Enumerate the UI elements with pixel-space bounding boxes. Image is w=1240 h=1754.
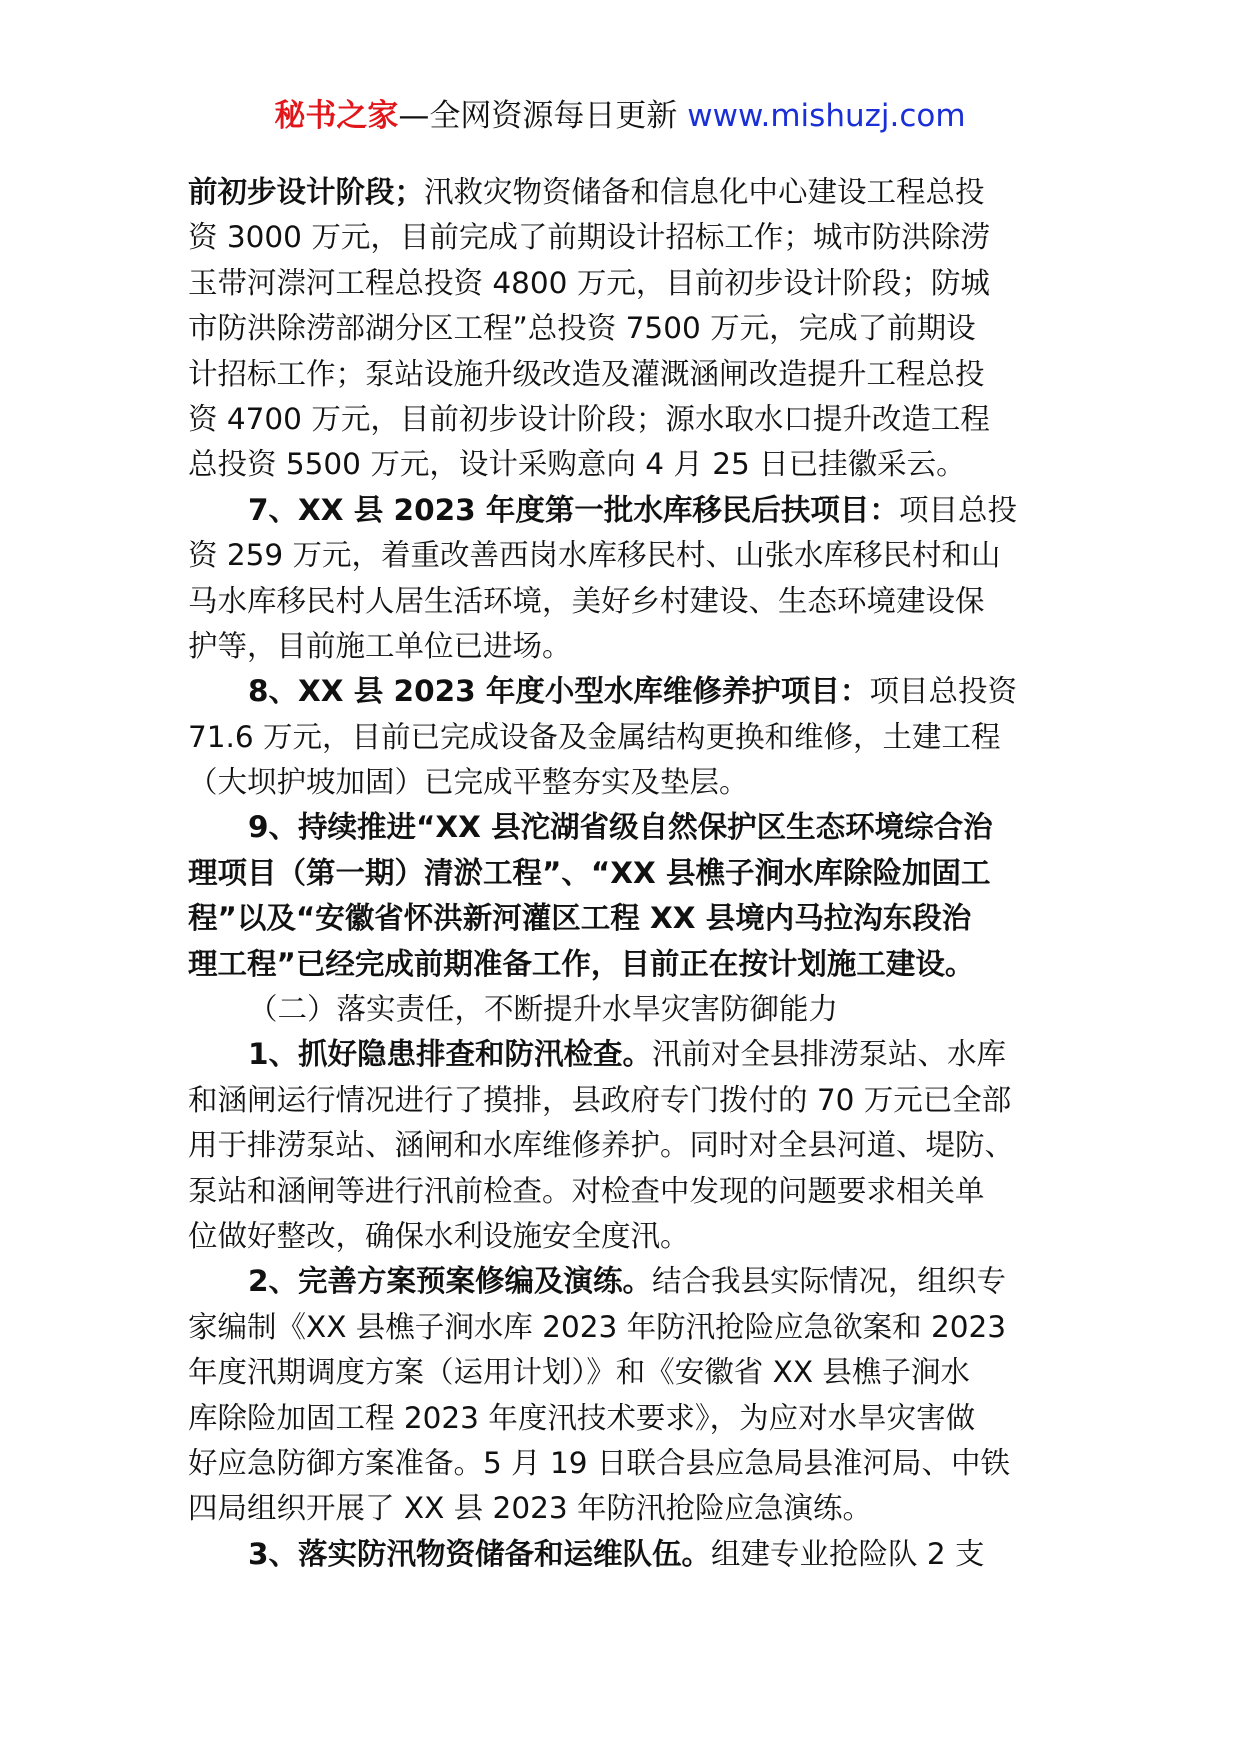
body-text: 库除险加固工程 2023 年度汛技术要求》，为应对水旱灾害做	[188, 1400, 976, 1435]
text-line	[188, 1078, 1068, 1123]
text-line	[188, 1259, 1068, 1304]
text-line	[188, 624, 1068, 669]
text-line	[188, 1486, 1068, 1531]
body-text: 位做好整改，确保水利设施安全度汛。	[188, 1218, 690, 1253]
bold-heading-text: 7、XX 县 2023 年度第一批水库移民后扶项目：	[248, 492, 899, 527]
text-line	[188, 715, 1068, 760]
bold-heading-text: 理工程”已经完成前期准备工作，目前正在按计划施工建设。	[188, 946, 975, 981]
text-line	[188, 1214, 1068, 1259]
body-text: 资 4700 万元，目前初步设计阶段；源水取水口提升改造工程	[188, 401, 990, 436]
body-text: 泵站和涵闸等进行汛前检查。对检查中发现的问题要求相关单	[188, 1173, 985, 1208]
body-text: 市防洪除涝部湖分区工程”总投资 7500 万元，完成了前期设	[188, 311, 976, 346]
text-line	[188, 579, 1068, 624]
body-text: 组建专业抢险队 2 支	[711, 1536, 985, 1571]
body-text: 家编制《XX 县樵子涧水库 2023 年防汛抢险应急欲案和 2023	[188, 1309, 1007, 1344]
body-text: 年度汛期调度方案（运用计划）》和《安徽省 XX 县樵子涧水	[188, 1355, 970, 1390]
text-line	[188, 488, 1068, 533]
body-text: （二）落实责任，不断提升水旱灾害防御能力	[248, 992, 839, 1027]
header-tagline: —全网资源每日更新	[398, 98, 688, 134]
bold-heading-text: 3、落实防汛物资储备和运维队伍。	[248, 1536, 712, 1571]
body-text: 结合我县实际情况，组织专	[652, 1264, 1007, 1299]
body-text: 好应急防御方案准备。5 月 19 日联合县应急局县淮河局、中铁	[188, 1445, 1010, 1480]
bold-heading-text: 理项目（第一期）清淤工程”、“XX 县樵子涧水库除险加固工	[188, 855, 991, 890]
body-text: 汛救灾物资储备和信息化中心建设工程总投	[424, 175, 985, 209]
body-text: 四局组织开展了 XX 县 2023 年防汛抢险应急演练。	[188, 1491, 873, 1526]
brand-name: 秘书之家	[274, 98, 399, 134]
text-line	[188, 1123, 1068, 1168]
text-line	[188, 1032, 1068, 1077]
body-text: 玉带河漴河工程总投资 4800 万元，目前初步设计阶段；防城	[188, 265, 990, 300]
text-line	[188, 352, 1068, 397]
text-line	[188, 533, 1068, 578]
body-text: 汛前对全县排涝泵站、水库	[652, 1037, 1007, 1072]
text-line	[188, 805, 1068, 850]
text-line	[188, 306, 1068, 351]
text-line	[188, 896, 1068, 941]
body-text: 资 259 万元，着重改善西岗水库移民村、山张水库移民村和山	[188, 538, 1001, 573]
text-line	[188, 760, 1068, 805]
body-text: 项目总投资	[869, 674, 1017, 709]
document-body	[188, 170, 1068, 1577]
bold-heading-text: 2、完善方案预案修编及演练。	[248, 1264, 653, 1299]
text-line	[188, 942, 1068, 987]
text-line	[188, 1396, 1068, 1441]
body-text: 和涵闸运行情况进行了摸排，县政府专门拨付的 70 万元已全部	[188, 1082, 1012, 1117]
text-line	[188, 1532, 1068, 1577]
text-line	[188, 215, 1068, 260]
bold-heading-text: 程”以及“安徽省怀洪新河灌区工程 XX 县境内马拉沟东段治	[188, 901, 972, 936]
body-text: 总投资 5500 万元，设计采购意向 4 月 25 日已挂徽采云。	[188, 447, 966, 482]
body-text: 马水库移民村人居生活环境，美好乡村建设、生态环境建设保	[188, 583, 985, 618]
text-line	[188, 1350, 1068, 1395]
text-line	[188, 851, 1068, 896]
text-line	[188, 442, 1068, 487]
text-line	[188, 1441, 1068, 1486]
bold-heading-text: 前初步设计阶段；	[188, 175, 425, 209]
body-text: 计招标工作；泵站设施升级改造及灌溉涵闸改造提升工程总投	[188, 356, 985, 391]
site-header	[0, 96, 1240, 136]
text-line	[188, 669, 1068, 714]
body-text: 资 3000 万元，目前完成了前期设计招标工作；城市防洪除涝	[188, 220, 990, 255]
text-line	[188, 1305, 1068, 1350]
text-line	[188, 261, 1068, 306]
body-text: 护等，目前施工单位已进场。	[188, 628, 572, 663]
bold-heading-text: 9、持续推进“XX 县沱湖省级自然保护区生态环境综合治	[248, 810, 993, 845]
body-text: 71.6 万元，目前已完成设备及金属结构更换和维修，土建工程	[188, 719, 1001, 754]
bold-heading-text: 1、抓好隐患排查和防汛检查。	[248, 1037, 653, 1072]
site-url-link[interactable]: www.mishuzj.com	[687, 98, 966, 134]
text-line	[188, 397, 1068, 442]
text-line	[188, 1169, 1068, 1214]
body-text: 项目总投	[898, 492, 1017, 527]
text-line	[188, 987, 1068, 1032]
body-text: （大坝护坡加固）已完成平整夯实及垫层。	[188, 765, 749, 800]
body-text: 用于排涝泵站、涵闸和水库维修养护。同时对全县河道、堤防、	[188, 1128, 1015, 1163]
bold-heading-text: 8、XX 县 2023 年度小型水库维修养护项目：	[248, 674, 870, 709]
text-line	[188, 170, 1068, 215]
